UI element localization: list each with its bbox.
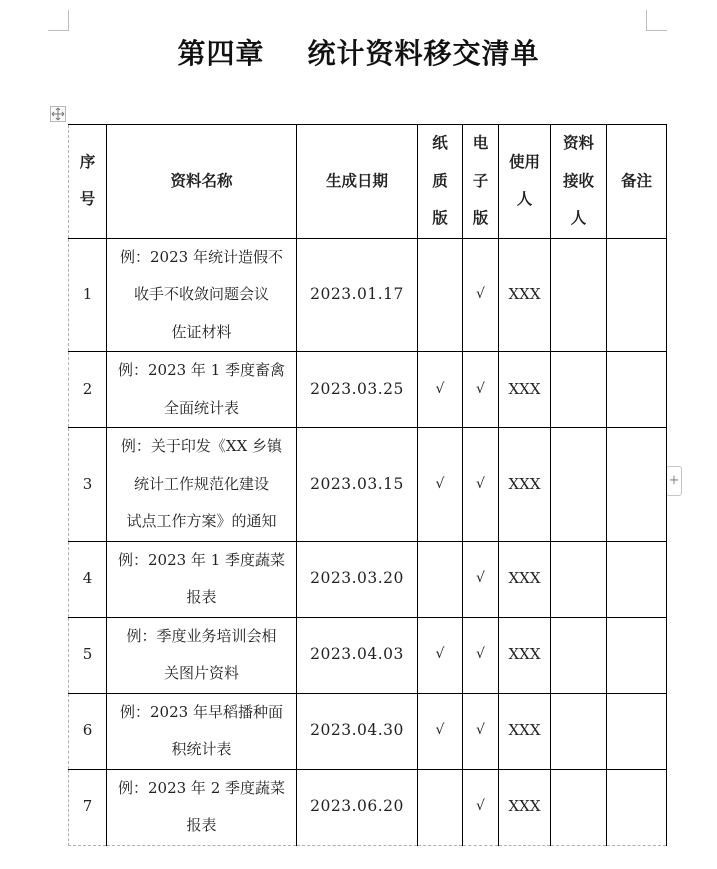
cell-receiver[interactable]	[551, 617, 607, 693]
move-arrows-icon	[51, 107, 65, 121]
header-electronic-line: 版	[472, 209, 489, 227]
cell-remarks[interactable]	[607, 352, 667, 428]
cell-paper[interactable]: √	[418, 693, 463, 769]
cell-date[interactable]: 2023.03.25	[297, 352, 418, 428]
header-paper-line: 纸	[432, 134, 448, 152]
cell-name[interactable]	[107, 428, 297, 542]
cell-name-line: 例：2023 年 2 季度蔬菜	[117, 778, 286, 797]
table-row	[69, 352, 667, 428]
cell-user[interactable]: XXX	[499, 617, 551, 693]
cell-seq[interactable]: 4	[69, 541, 107, 617]
cell-seq[interactable]: 5	[69, 617, 107, 693]
cell-date[interactable]: 2023.04.30	[297, 693, 418, 769]
cell-receiver[interactable]	[551, 693, 607, 769]
cell-user[interactable]: XXX	[499, 541, 551, 617]
cell-paper[interactable]	[418, 541, 463, 617]
cell-name-line: 积统计表	[171, 740, 232, 758]
crop-mark-top-right	[646, 10, 667, 31]
cell-electronic[interactable]: √	[463, 693, 499, 769]
cell-name[interactable]	[107, 541, 297, 617]
cell-remarks[interactable]	[607, 428, 667, 542]
table-row	[69, 769, 667, 845]
cell-date[interactable]: 2023.01.17	[297, 238, 418, 352]
cell-user[interactable]: XXX	[499, 428, 551, 542]
header-paper-line: 质	[432, 171, 448, 190]
cell-user[interactable]: XXX	[499, 352, 551, 428]
cell-remarks[interactable]	[607, 541, 667, 617]
header-receiver-line: 接收	[562, 171, 594, 190]
cell-electronic[interactable]: √	[463, 541, 499, 617]
cell-name[interactable]	[107, 693, 297, 769]
cell-seq[interactable]: 2	[69, 352, 107, 428]
cell-date[interactable]: 2023.06.20	[297, 769, 418, 845]
transfer-list-table	[68, 124, 667, 846]
cell-name-line: 收手不收敛问题会议	[133, 285, 269, 303]
cell-user[interactable]: XXX	[499, 238, 551, 352]
crop-mark-top-left	[48, 10, 69, 31]
cell-seq[interactable]: 7	[69, 769, 107, 845]
cell-name[interactable]	[107, 238, 297, 352]
header-seq-line: 序	[79, 152, 96, 171]
cell-name-line: 例：季度业务培训会相	[126, 626, 277, 645]
table-move-handle[interactable]	[50, 106, 66, 122]
cell-name[interactable]	[107, 769, 297, 845]
header-seq-line: 号	[79, 190, 96, 209]
header-electronic-line: 子	[472, 171, 489, 190]
cell-receiver[interactable]	[551, 238, 607, 352]
cell-name-line: 例：2023 年 1 季度畜禽	[117, 361, 286, 379]
cell-name-line: 例：2023 年早稻播种面	[120, 702, 283, 721]
header-seq	[69, 125, 107, 239]
header-date: 生成日期	[297, 125, 418, 239]
cell-remarks[interactable]	[607, 238, 667, 352]
cell-date[interactable]: 2023.04.03	[297, 617, 418, 693]
cell-name-line: 例：2023 年统计造假不	[120, 247, 283, 266]
cell-name-line: 佐证材料	[171, 322, 232, 341]
header-remarks: 备注	[607, 125, 667, 239]
cell-receiver[interactable]	[551, 541, 607, 617]
cell-paper[interactable]	[418, 769, 463, 845]
cell-receiver[interactable]	[551, 352, 607, 428]
header-user	[499, 125, 551, 239]
table-row	[69, 541, 667, 617]
header-receiver-line: 人	[570, 209, 587, 227]
cell-electronic[interactable]: √	[463, 769, 499, 845]
cell-user[interactable]: XXX	[499, 693, 551, 769]
cell-paper[interactable]: √	[418, 352, 463, 428]
cell-remarks[interactable]	[607, 617, 667, 693]
cell-date[interactable]: 2023.03.20	[297, 541, 418, 617]
cell-name[interactable]	[107, 617, 297, 693]
cell-name-line: 例：2023 年 1 季度蔬菜	[117, 550, 286, 569]
header-paper	[418, 125, 463, 239]
cell-receiver[interactable]	[551, 428, 607, 542]
cell-name-line: 试点工作方案》的通知	[126, 512, 277, 530]
cell-electronic[interactable]: √	[463, 238, 499, 352]
cell-receiver[interactable]	[551, 769, 607, 845]
header-user-line: 使用	[508, 152, 540, 171]
cell-name-line: 关图片资料	[163, 664, 239, 682]
cell-paper[interactable]: √	[418, 428, 463, 542]
table-row	[69, 428, 667, 542]
cell-electronic[interactable]: √	[463, 617, 499, 693]
cell-date[interactable]: 2023.03.15	[297, 428, 418, 542]
header-name: 资料名称	[107, 125, 297, 239]
cell-seq[interactable]: 1	[69, 238, 107, 352]
header-receiver	[551, 125, 607, 239]
cell-name-line: 例：关于印发《XX 乡镇	[120, 437, 283, 455]
cell-paper[interactable]: √	[418, 617, 463, 693]
table-header-row	[69, 125, 667, 239]
cell-name-line: 报表	[186, 588, 217, 606]
cell-name-line: 报表	[186, 816, 217, 834]
cell-seq[interactable]: 3	[69, 428, 107, 542]
table-row	[69, 693, 667, 769]
cell-name-line: 全面统计表	[163, 398, 239, 417]
cell-paper[interactable]	[418, 238, 463, 352]
add-column-button[interactable]: +	[666, 466, 682, 496]
cell-seq[interactable]: 6	[69, 693, 107, 769]
cell-electronic[interactable]: √	[463, 428, 499, 542]
cell-electronic[interactable]: √	[463, 352, 499, 428]
header-receiver-line: 资料	[562, 134, 594, 152]
table-row	[69, 238, 667, 352]
header-electronic-line: 电	[472, 134, 489, 152]
cell-user[interactable]: XXX	[499, 769, 551, 845]
header-paper-line: 版	[432, 209, 448, 227]
cell-name-line: 统计工作规范化建设	[133, 474, 269, 493]
header-electronic	[463, 125, 499, 239]
page-title: 第四章 统计资料移交清单	[177, 37, 540, 70]
cell-name[interactable]	[107, 352, 297, 428]
header-user-line: 人	[516, 190, 533, 209]
cell-remarks[interactable]	[607, 769, 667, 845]
cell-remarks[interactable]	[607, 693, 667, 769]
table-row	[69, 617, 667, 693]
